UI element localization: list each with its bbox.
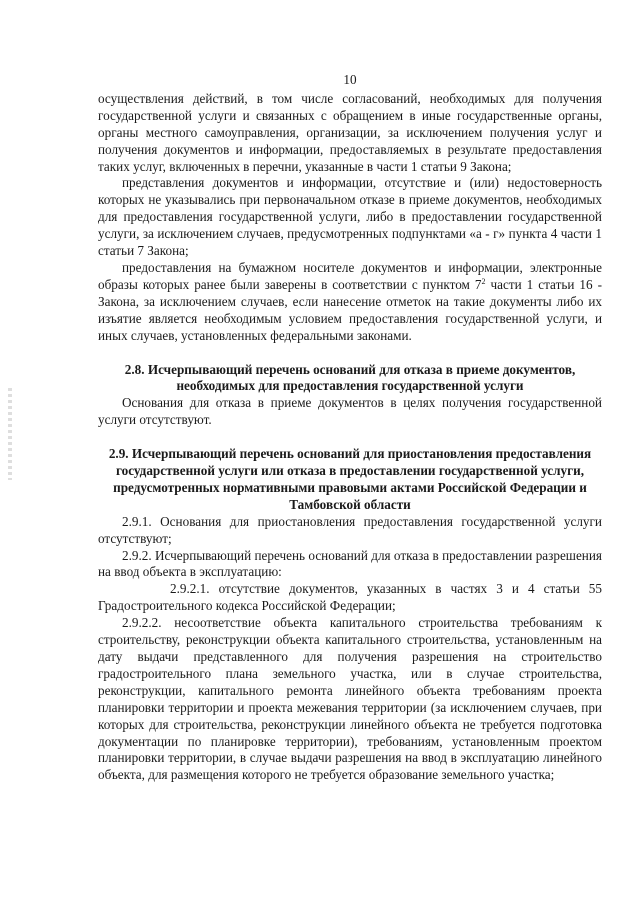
paragraph: осуществления действий, в том числе согласований, необходимых для получения государственной услуги и связанных с обращением в иные государственные органы, органы местного самоуправления, организации, за исключением получения услуг и получения документов и информации, предоставляемых в результате предоставления таких услуг, включенных в перечни, указанные в части 1 статьи 9 Закона; (98, 90, 602, 174)
section-heading-2-8: 2.8. Исчерпывающий перечень оснований для отказа в приеме документов, необходимых для предоставления государственной услуги (124, 361, 576, 394)
page-number: 10 (343, 72, 357, 87)
paragraph-text: предоставления на бумажном носителе документов и информации, электронные образы которых ранее были заверены в соответствии с пунктом 7 (98, 259, 602, 292)
document-page (98, 72, 602, 784)
paragraph: Основания для отказа в приеме документов в целях получения государственной услуги отсутствуют. (98, 395, 602, 428)
paragraph: 2.9.2.1. отсутствие документов, указанных в частях 3 и 4 статьи 55 Градостроительного кодекса Российской Федерации; (98, 581, 602, 614)
spacer (98, 345, 602, 362)
paragraph: 2.9.2.2. несоответствие объекта капитального строительства требованиям к строительству, реконструкции объекта капитального строительства, установленным на дату выдачи представленного для получения разрешения на строительство градостроительного плана земельного участка, или в случае строительства, реконструкции, капитального ремонта линейного объекта требованиям проекта планировки территории и проекта межевания территории (за исключением случаев, при которых для строительства, реконструкции линейного объекта не требуется подготовка документации по планировке территории), требованиям, установленным проектом планировки территории, в случае выдачи разрешения на ввод в эксплуатацию линейного объекта, для размещения которого не требуется образование земельного участка; (98, 615, 602, 783)
paragraph: 2.9.2. Исчерпывающий перечень оснований для отказа в предоставлении разрешения на ввод объекта в эксплуатацию: (98, 547, 602, 580)
paragraph: 2.9.1. Основания для приостановления предоставления государственной услуги отсутствуют; (98, 513, 602, 546)
spacer (98, 429, 602, 446)
section-heading-2-9: 2.9. Исчерпывающий перечень оснований для приостановления предоставления государственной услуги или отказа в предоставлении государственной услуги, предусмотренных нормативными правовыми актами Российской Федерации и Тамбовской области (108, 446, 592, 512)
paragraph: представления документов и информации, отсутствие и (или) недостоверность которых не указывались при первоначальном отказе в приеме документов, необходимых для предоставления государственной услуги, либо в предоставлении государственной услуги, за исключением случаев, предусмотренных подпунктами «а - г» пункта 4 части 1 статьи 7 Закона; (98, 175, 602, 259)
margin-scan-mark (8, 388, 12, 480)
paragraph-text-continued: части 1 статьи 16 - Закона, за исключением случаев, если нанесение отметок на такие документы либо их изъятие является необходимым условием предоставления государственной услуги, и иных случаев, установленных федеральными законами. (98, 276, 602, 343)
paragraph-with-superscript (98, 260, 602, 345)
superscript: 2 (481, 276, 486, 286)
